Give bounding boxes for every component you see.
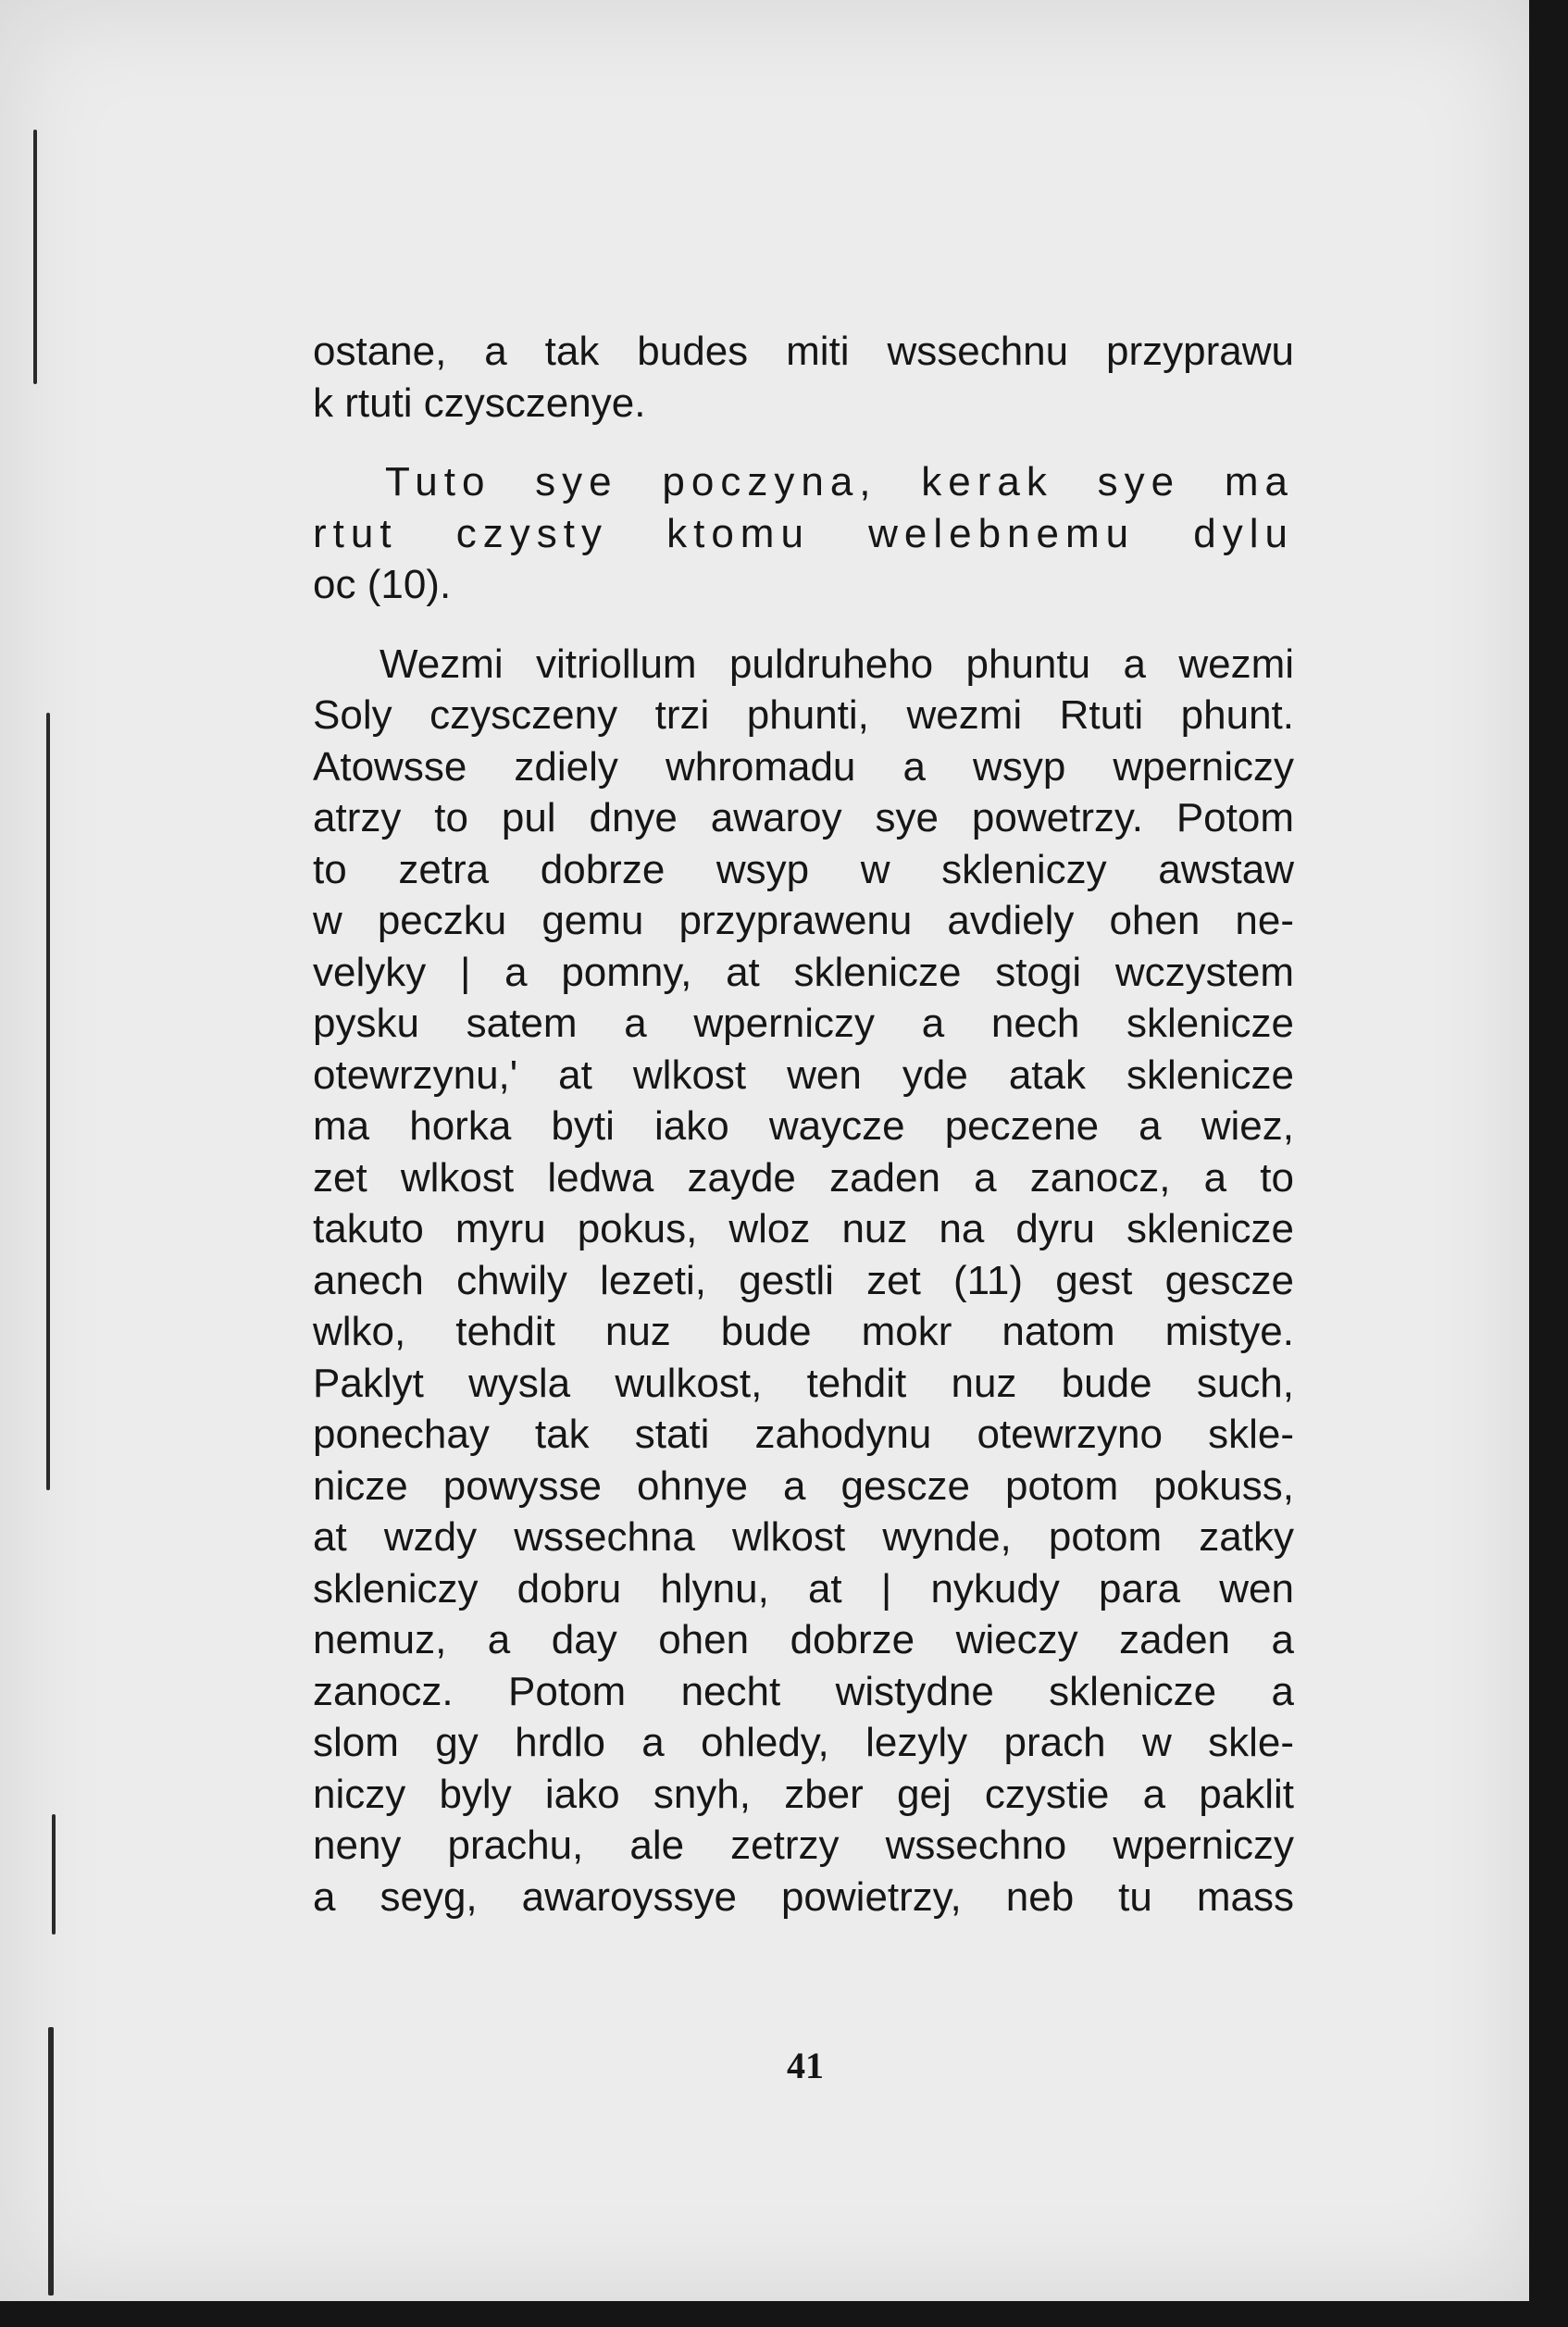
- text-line: oc (10).: [313, 562, 452, 607]
- text-line: at wzdy wssechna wlkost wynde, potom zatky: [313, 1514, 1294, 1560]
- text-line: velyky | a pomny, at sklenicze stogi wczystem: [313, 949, 1294, 995]
- margin-line: [48, 2027, 54, 2296]
- text-line: takuto myru pokus, wloz nuz na dyru sklenicze: [313, 1206, 1294, 1251]
- margin-line: [33, 130, 37, 384]
- scan-edge-bottom: [0, 2301, 1568, 2327]
- text-line: Atowsse zdiely whromadu a wsyp wperniczy: [313, 743, 1294, 790]
- text-line: zanocz. Potom necht wistydne sklenicze a: [313, 1668, 1294, 1714]
- text-line: anech chwily lezeti, gestli zet (11) gest gescze: [313, 1257, 1294, 1303]
- text-line: slom gy hrdlo a ohledy, lezyly prach w skle-: [313, 1720, 1294, 1765]
- text-line: nicze powysse ohnye a gescze potom pokuss,: [313, 1462, 1294, 1509]
- text-line: Soly czysczeny trzi phunti, wezmi Rtuti phunt.: [313, 692, 1294, 738]
- text-line: a seyg, awaroyssye powietrzy, neb tu mass: [313, 1873, 1294, 1920]
- text-line: wlko, tehdit nuz bude mokr natom mistye.: [313, 1309, 1294, 1354]
- text-line: Paklyt wysla wulkost, tehdit nuz bude such,: [313, 1360, 1294, 1406]
- paragraph-1: [313, 326, 1294, 429]
- paragraph-2-heading: [313, 456, 1294, 611]
- text-line: ponechay tak stati zahodynu otewrzyno skle-: [313, 1412, 1294, 1457]
- text-line: ma horka byti iako wayczе peczene a wiez,: [313, 1103, 1294, 1149]
- text-line: zet wlkost ledwa zayde zaden a zanocz, a to: [313, 1154, 1294, 1201]
- text-line: nemuz, a day ohen dobrze wieczy zaden a: [313, 1617, 1294, 1662]
- margin-line: [46, 713, 50, 1490]
- body-text: [313, 326, 1294, 1923]
- text-line: neny prachu, ale zetrzy wssechno wperniczy: [313, 1823, 1294, 1868]
- text-line: niczy byly iako snyh, zber gej czystie a paklit: [313, 1771, 1294, 1817]
- text-line: atrzy to pul dnye awaroy sye powetrzy. Potom: [313, 795, 1294, 840]
- page-number: 41: [787, 2045, 824, 2086]
- text-line: pysku satem a wperniczy a nech sklenicze: [313, 1001, 1294, 1046]
- text-line: ostane, a tak budes miti wssechnu przyprawu: [313, 329, 1294, 374]
- text-line: k rtuti czysczenye.: [313, 380, 646, 426]
- paragraph-3: [313, 639, 1294, 1923]
- margin-line: [52, 1814, 56, 1935]
- text-line: otewrzynu,' at wlkost wen yde atak sklenicze: [313, 1052, 1294, 1098]
- text-line: rtut czysty ktomu welebnemu dylu: [313, 510, 1294, 556]
- scan-edge-right: [1529, 0, 1568, 2327]
- text-line: to zetra dobrze wsyp w skleniczy awstaw: [313, 846, 1294, 892]
- text-line: Tuto sye poczyna, kerak sye ma: [385, 459, 1294, 504]
- text-line: skleniczy dobru hlynu, at | nykudy para wen: [313, 1565, 1294, 1611]
- text-line: w peczku gemu przyprawenu avdiely ohen ne-: [313, 898, 1294, 943]
- text-line: Wezmi vitriollum puldruheho phuntu a wezmi: [380, 641, 1294, 687]
